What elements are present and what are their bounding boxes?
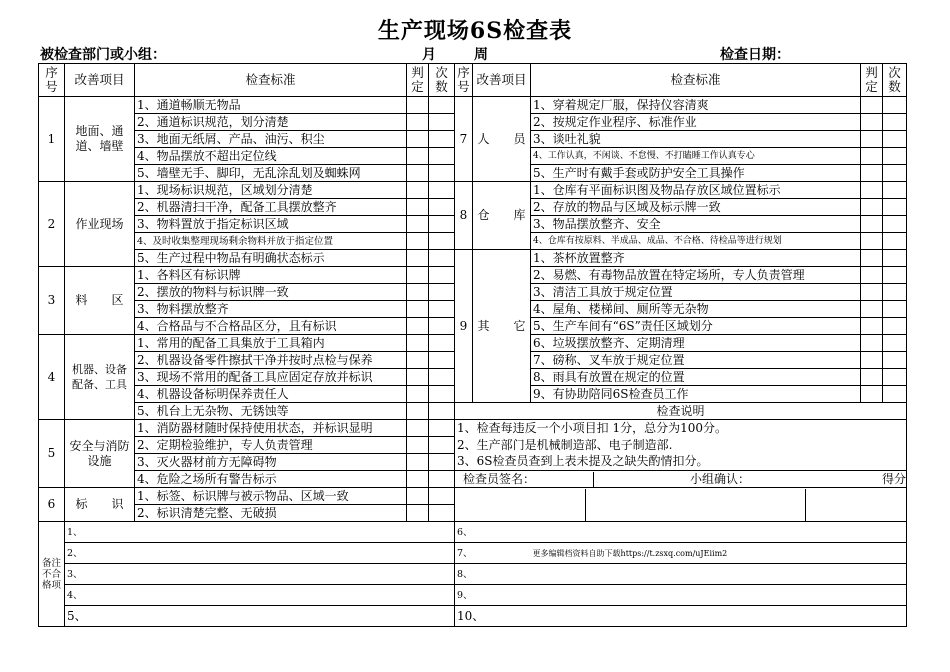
table-row [39,403,907,420]
count-cell[interactable] [883,250,907,267]
standard-cell: 3、地面无纸屑、产品、油污、积尘 [135,131,407,148]
count-cell[interactable] [429,352,455,369]
group-name: 安全与消防设施 [65,420,135,488]
group-confirm-box[interactable] [586,489,806,521]
count-cell[interactable] [429,335,455,352]
instruction-line: 1、检查每违反一个小项目扣 1分，总分为100分。 [455,420,907,437]
count-cell[interactable] [429,454,455,471]
count-cell[interactable] [429,114,455,131]
judge-cell[interactable] [407,131,429,148]
standard-cell: 3、物料摆放整齐 [135,301,407,318]
count-cell[interactable] [883,352,907,369]
month-label: 月 [422,47,436,63]
standard-cell: 1、茶杯放置整齐 [531,250,861,267]
standard-cell: 5、生产车间有“6S”责任区域划分 [531,318,861,335]
group-no: 2 [39,182,65,267]
count-cell[interactable] [429,233,455,250]
note-number: 7、 [457,547,473,559]
standard-cell: 3、现场不常用的配备工具应固定存放并标识 [135,369,407,386]
col-item-left: 改善项目 [65,64,135,97]
judge-cell[interactable] [407,97,429,114]
count-cell[interactable] [883,284,907,301]
standard-cell: 1、通道畅顺无物品 [135,97,407,114]
group-no: 1 [39,97,65,182]
dept-field [40,44,266,64]
count-cell[interactable] [883,301,907,318]
group-name: 人 员 [473,97,531,182]
count-cell[interactable] [429,216,455,233]
standard-cell: 4、危险之场所有警告标示 [135,471,407,488]
notes-row [39,585,907,606]
standard-cell: 4、仓库有按原料、半成品、成品、不合格、待检品等进行规划 [531,233,861,250]
count-cell[interactable] [429,471,455,488]
count-cell[interactable] [429,369,455,386]
table-row [39,454,907,471]
standard-cell: 3、清洁工具放于规定位置 [531,284,861,301]
judge-cell[interactable] [407,437,429,454]
count-cell[interactable] [883,369,907,386]
standard-cell: 8、雨具有放置在规定的位置 [531,369,861,386]
date-label: 检查日期： [720,47,790,63]
judge-cell[interactable] [407,505,429,522]
standard-cell: 2、标识清楚完整、无破损 [135,505,407,522]
judge-cell[interactable] [861,301,883,318]
group-no: 5 [39,420,65,488]
signature-area [455,488,907,522]
standard-cell: 3、谈吐礼貌 [531,131,861,148]
table-row [39,488,907,505]
judge-cell[interactable] [407,318,429,335]
date-field [720,44,876,64]
standard-cell: 2、定期检验维护，专人负责管理 [135,437,407,454]
notes-row [39,564,907,585]
count-cell[interactable] [883,233,907,250]
download-link[interactable]: 更多编辑档资料自助下载https://t.zsxq.com/uJEiim2 [532,548,728,558]
note-item[interactable]: 1、 [65,522,455,543]
standard-cell: 7、磅称、叉车放于规定位置 [531,352,861,369]
col-no-left: 序 号 [39,64,65,97]
page-title: 生产现场6S检查表 [377,18,573,44]
col-judge-left: 判 定 [407,64,429,97]
judge-cell[interactable] [861,369,883,386]
standard-cell: 1、标签、标识牌与被示物品、区域一致 [135,488,407,505]
count-cell[interactable] [883,318,907,335]
col-count-left: 次 数 [429,64,455,97]
count-cell[interactable] [883,182,907,199]
judge-cell[interactable] [861,318,883,335]
standard-cell: 2、摆放的物料与标识牌一致 [135,284,407,301]
judge-cell[interactable] [861,199,883,216]
judge-cell[interactable] [407,199,429,216]
standard-cell: 4、工作认真，不闲谈、不怠慢、不打瞌睡工作认真专心 [531,148,861,165]
standard-cell: 4、屋角、楼梯间、厕所等无杂物 [531,301,861,318]
week-input-line[interactable] [436,49,474,64]
table-row [39,420,907,437]
score-label: 得分 [881,471,906,486]
judge-cell[interactable] [861,335,883,352]
count-cell[interactable] [429,97,455,114]
month-week-field [372,44,488,64]
standard-cell: 1、仓库有平面标识图及物品存放区域位置标示 [531,182,861,199]
table-header-row [39,64,907,97]
count-cell[interactable] [883,199,907,216]
standard-cell: 1、常用的配备工具集放于工具箱内 [135,335,407,352]
note-item[interactable]: 8、 [455,564,907,585]
judge-cell[interactable] [861,148,883,165]
standard-cell: 1、消防器材随时保持使用状态，并标识显明 [135,420,407,437]
group-confirm[interactable]: 小组确认： [689,471,750,486]
judge-cell[interactable] [407,369,429,386]
count-cell[interactable] [883,335,907,352]
judge-cell[interactable] [407,488,429,505]
standard-cell: 4、合格品与不合格品区分，且有标识 [135,318,407,335]
judge-cell[interactable] [407,182,429,199]
instruction-line: 2、生产部门是机械制造部、电子制造部. [455,437,907,454]
judge-cell[interactable] [861,352,883,369]
count-cell[interactable] [883,386,907,403]
note-item[interactable] [455,543,907,564]
notes-row [39,606,907,627]
dept-label: 被检查部门或小组： [40,47,166,63]
week-label: 周 [474,47,488,63]
notes-row [39,543,907,564]
judge-cell[interactable] [861,131,883,148]
notes-side-label: 备注 不合 格项 [39,522,65,627]
count-cell[interactable] [429,505,455,522]
standard-cell: 2、按规定作业程序、标准作业 [531,114,861,131]
count-cell[interactable] [429,267,455,284]
note-item[interactable]: 5、 [65,606,455,627]
col-judge-right: 判 定 [861,64,883,97]
table-row [39,437,907,454]
standard-cell: 5、生产时有戴手套或防护安全工具操作 [531,165,861,182]
count-cell[interactable] [429,403,455,420]
standard-cell: 2、机器清扫干净，配备工具摆放整齐 [135,199,407,216]
judge-cell[interactable] [407,148,429,165]
judge-cell[interactable] [407,233,429,250]
standard-cell: 3、灭火器材前方无障碍物 [135,454,407,471]
standard-cell: 9、有协助陪同6S检查员工作 [531,386,861,403]
judge-cell[interactable] [861,233,883,250]
standard-cell: 1、现场标识规范，区域划分清楚 [135,182,407,199]
judge-cell[interactable] [861,182,883,199]
inspector-signature-box[interactable] [455,489,586,521]
judge-cell[interactable] [407,454,429,471]
month-input-line[interactable] [372,49,422,64]
judge-cell[interactable] [407,352,429,369]
count-cell[interactable] [429,488,455,505]
judge-cell[interactable] [861,114,883,131]
col-count-right: 次 数 [883,64,907,97]
count-cell[interactable] [429,301,455,318]
table-row [39,182,907,199]
note-item[interactable]: 9、 [455,585,907,606]
standard-cell: 4、机器设备标明保养责任人 [135,386,407,403]
standard-cell: 4、物品摆放不超出定位线 [135,148,407,165]
standard-cell: 5、墙壁无手、脚印，无乱涂乱划及蜘蛛网 [135,165,407,182]
standard-cell: 1、穿着规定厂服，保持仪容清爽 [531,97,861,114]
table-row [39,471,907,488]
group-no: 8 [455,182,473,250]
judge-cell[interactable] [407,386,429,403]
judge-cell[interactable] [861,250,883,267]
group-no: 9 [455,250,473,403]
count-cell[interactable] [429,284,455,301]
count-cell[interactable] [883,165,907,182]
judge-cell[interactable] [861,284,883,301]
group-name: 作业现场 [65,182,135,267]
standard-cell: 2、通道标识规范，划分清楚 [135,114,407,131]
judge-cell[interactable] [407,114,429,131]
count-cell[interactable] [883,114,907,131]
count-cell[interactable] [429,165,455,182]
count-cell[interactable] [429,131,455,148]
judge-cell[interactable] [407,420,429,437]
count-cell[interactable] [429,386,455,403]
judge-cell[interactable] [861,386,883,403]
judge-cell[interactable] [407,284,429,301]
note-item[interactable]: 6、 [455,522,907,543]
note-item[interactable]: 4、 [65,585,455,606]
count-cell[interactable] [883,148,907,165]
standard-cell: 6、垃圾摆放整齐、定期清理 [531,335,861,352]
note-item[interactable]: 3、 [65,564,455,585]
group-no: 6 [39,488,65,522]
judge-cell[interactable] [407,165,429,182]
judge-cell[interactable] [407,335,429,352]
note-item[interactable]: 2、 [65,543,455,564]
standard-cell: 5、机台上无杂物、无锈蚀等 [135,403,407,420]
inspection-table [38,63,907,627]
count-cell[interactable] [429,199,455,216]
count-cell[interactable] [883,131,907,148]
score-box[interactable] [806,489,906,521]
judge-cell[interactable] [407,216,429,233]
date-input-line[interactable] [790,49,876,64]
count-cell[interactable] [429,148,455,165]
group-name: 机器、设备配备、工具 [65,335,135,420]
standard-cell: 2、机器设备零件擦拭干净并按时点检与保养 [135,352,407,369]
col-standard-left: 检查标准 [135,64,407,97]
count-cell[interactable] [883,97,907,114]
signature-row [455,471,907,488]
inspector-signature[interactable]: 检查员签名： [455,472,594,487]
count-cell[interactable] [429,437,455,454]
notes-row [39,522,907,543]
group-name: 料 区 [65,267,135,335]
count-cell[interactable] [429,420,455,437]
instructions-title: 检查说明 [455,403,907,420]
count-cell[interactable] [429,250,455,267]
judge-cell[interactable] [861,165,883,182]
count-cell[interactable] [883,267,907,284]
judge-cell[interactable] [407,267,429,284]
judge-cell[interactable] [861,267,883,284]
col-standard-right: 检查标准 [531,64,861,97]
group-no: 3 [39,267,65,335]
count-cell[interactable] [429,182,455,199]
note-item[interactable]: 10、 [455,606,907,627]
judge-cell[interactable] [407,250,429,267]
standard-cell: 2、存放的物品与区域及标示牌一致 [531,199,861,216]
standard-cell: 3、物品摆放整齐、安全 [531,216,861,233]
col-no-right: 序 号 [455,64,473,97]
standard-cell: 1、各料区有标识牌 [135,267,407,284]
judge-cell[interactable] [861,97,883,114]
standard-cell: 3、物料置放于指定标识区域 [135,216,407,233]
standard-cell: 4、及时收集整理现场剩余物料并放于指定位置 [135,233,407,250]
group-name: 其 它 [473,250,531,403]
dept-input-line[interactable] [166,49,266,64]
group-name: 地面、通道、墙壁 [65,97,135,182]
judge-cell[interactable] [861,216,883,233]
table-row [39,97,907,114]
col-item-right: 改善项目 [473,64,531,97]
judge-cell[interactable] [407,301,429,318]
group-no: 4 [39,335,65,420]
instruction-line: 3、6S检查员查到上表未提及之缺失酌情扣分。 [455,454,907,471]
count-cell[interactable] [429,318,455,335]
judge-cell[interactable] [407,471,429,488]
standard-cell: 2、易燃、有毒物品放置在特定场所，专人负责管理 [531,267,861,284]
group-no: 7 [455,97,473,182]
standard-cell: 5、生产过程中物品有明确状态标示 [135,250,407,267]
judge-cell[interactable] [407,403,429,420]
group-name: 仓 库 [473,182,531,250]
count-cell[interactable] [883,216,907,233]
group-name: 标 识 [65,488,135,522]
table-row [39,250,907,267]
